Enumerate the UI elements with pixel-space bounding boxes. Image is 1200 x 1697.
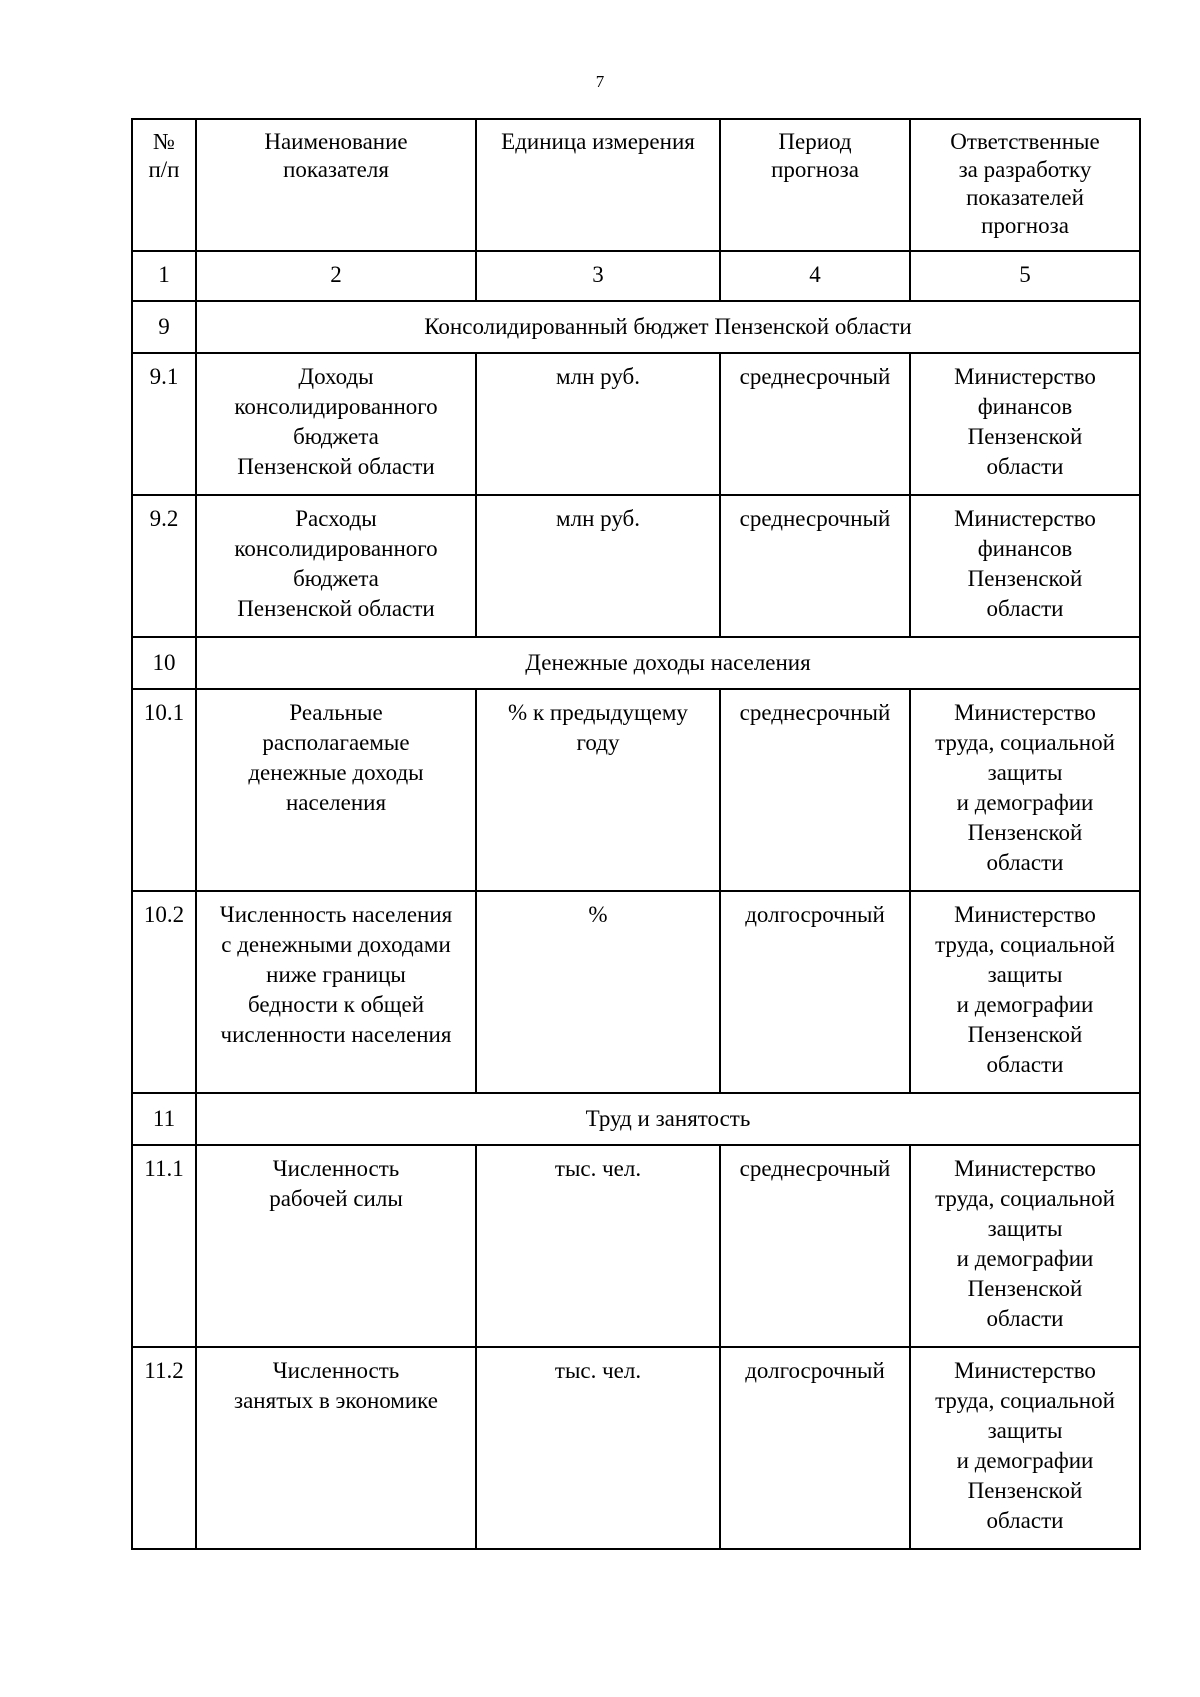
column-number: 1 [132,251,196,301]
header-number: № п/п [132,119,196,251]
row-unit: тыс. чел. [476,1347,720,1549]
indicators-table [131,118,1141,1550]
row-unit: тыс. чел. [476,1145,720,1347]
table-row [132,689,1140,891]
table-row [132,1347,1140,1549]
row-number: 9.2 [132,495,196,637]
row-period: среднесрочный [720,689,910,891]
section-title: Денежные доходы населения [196,637,1140,689]
table-row [132,891,1140,1093]
column-numbers-row [132,251,1140,301]
header-unit: Единица измерения [476,119,720,251]
row-unit: % к предыдущему году [476,689,720,891]
row-responsible: Министерство финансов Пензенской области [910,353,1140,495]
row-responsible: Министерство труда, социальной защиты и демографии Пензенской области [910,891,1140,1093]
row-number: 10.2 [132,891,196,1093]
row-period: долгосрочный [720,891,910,1093]
column-number: 2 [196,251,476,301]
row-unit: % [476,891,720,1093]
section-row [132,301,1140,353]
section-title: Труд и занятость [196,1093,1140,1145]
section-number: 10 [132,637,196,689]
row-name: Расходы консолидированного бюджета Пензенской области [196,495,476,637]
header-forecast-period: Период прогноза [720,119,910,251]
row-name: Численность населения с денежными доходами ниже границы бедности к общей численности населения [196,891,476,1093]
row-name: Доходы консолидированного бюджета Пензенской области [196,353,476,495]
row-responsible: Министерство труда, социальной защиты и демографии Пензенской области [910,689,1140,891]
row-unit: млн руб. [476,495,720,637]
table-row [132,495,1140,637]
row-responsible: Министерство финансов Пензенской области [910,495,1140,637]
row-period: долгосрочный [720,1347,910,1549]
row-number: 9.1 [132,353,196,495]
column-number: 4 [720,251,910,301]
row-number: 11.2 [132,1347,196,1549]
table-row [132,1145,1140,1347]
row-unit: млн руб. [476,353,720,495]
row-name: Реальные располагаемые денежные доходы населения [196,689,476,891]
section-number: 9 [132,301,196,353]
row-period: среднесрочный [720,1145,910,1347]
row-responsible: Министерство труда, социальной защиты и демографии Пензенской области [910,1145,1140,1347]
section-row [132,637,1140,689]
section-number: 11 [132,1093,196,1145]
row-name: Численность занятых в экономике [196,1347,476,1549]
column-number: 3 [476,251,720,301]
row-period: среднесрочный [720,353,910,495]
section-row [132,1093,1140,1145]
table-row [132,353,1140,495]
page-number: 7 [595,72,605,91]
section-title: Консолидированный бюджет Пензенской области [196,301,1140,353]
header-indicator-name: Наименование показателя [196,119,476,251]
row-number: 10.1 [132,689,196,891]
column-number: 5 [910,251,1140,301]
row-period: среднесрочный [720,495,910,637]
row-responsible: Министерство труда, социальной защиты и демографии Пензенской области [910,1347,1140,1549]
header-responsible: Ответственные за разработку показателей прогноза [910,119,1140,251]
table-header-row [132,119,1140,251]
row-name: Численность рабочей силы [196,1145,476,1347]
row-number: 11.1 [132,1145,196,1347]
